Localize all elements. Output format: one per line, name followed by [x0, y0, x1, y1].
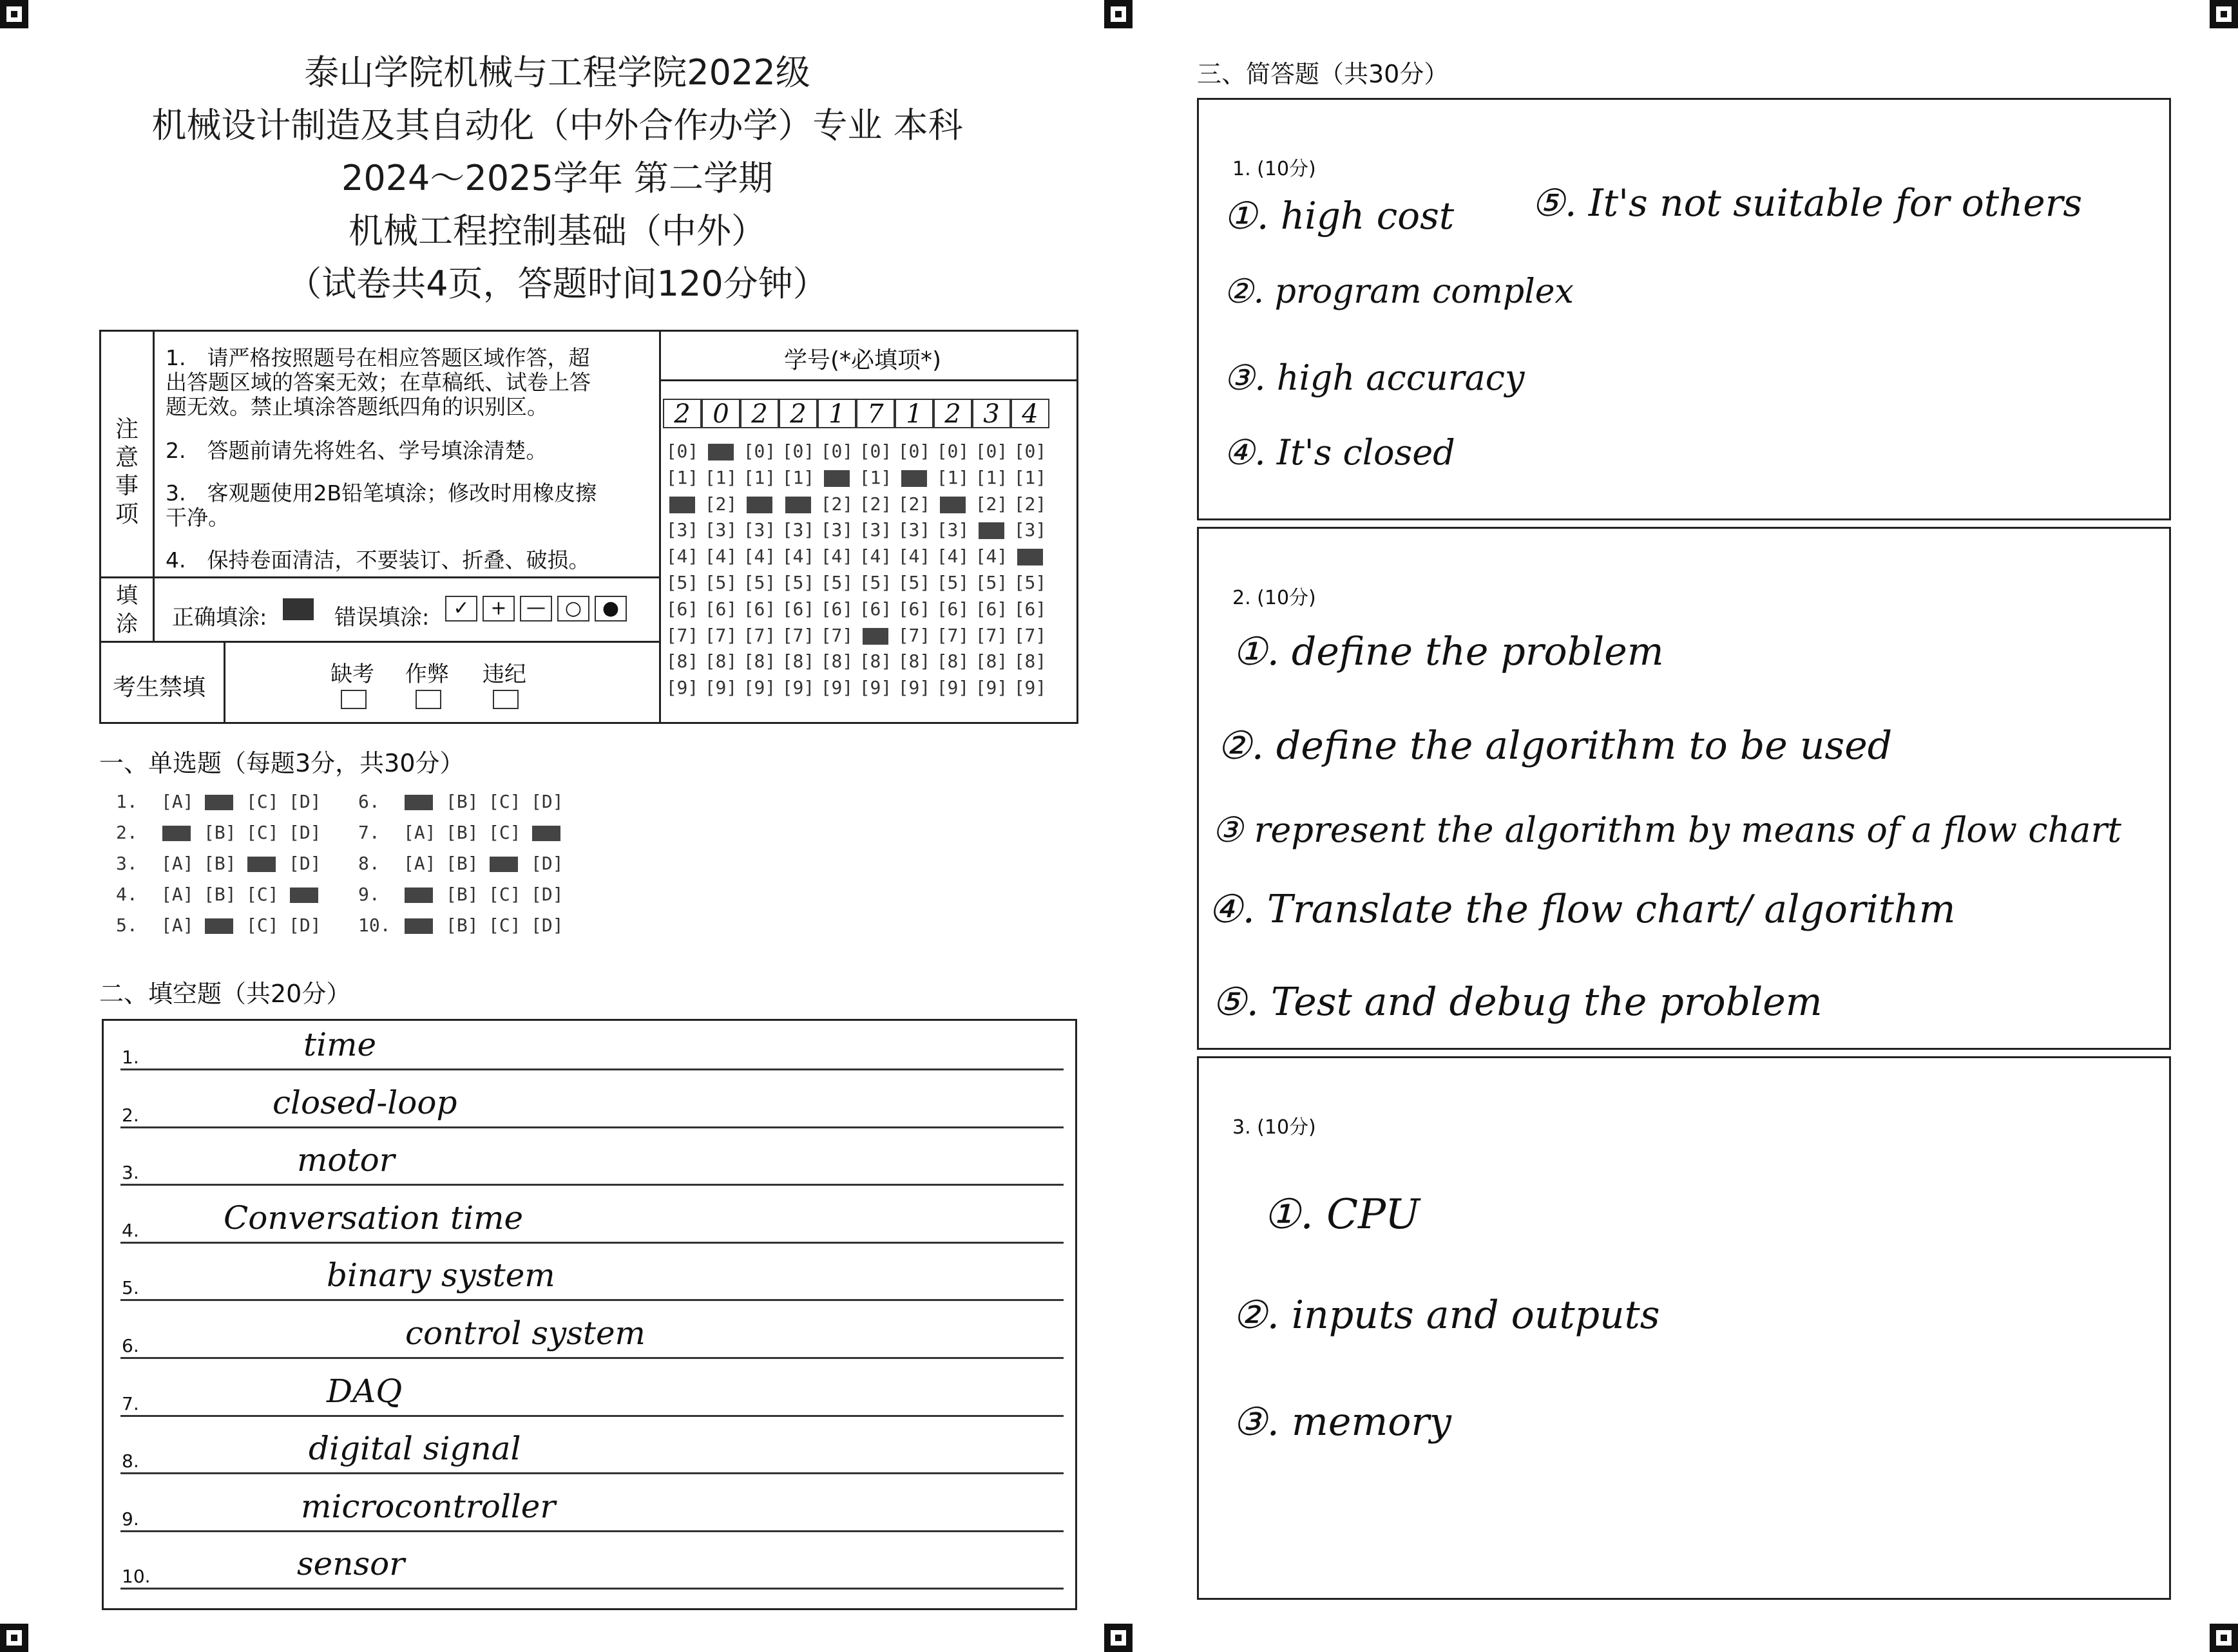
question-3-label: 3. (10分)	[1232, 1116, 1316, 1139]
student-id-bubble[interactable]: [5]	[781, 571, 815, 593]
q3-answer-3: ③. memory	[1232, 1400, 1451, 1445]
q2-answer-3: ③ represent the algorithm by means of a flow chart	[1212, 810, 2121, 850]
fill-answer-text: control system	[405, 1315, 646, 1352]
mc-option-bubble[interactable]: [C]	[246, 791, 279, 812]
student-id-digit: 0	[702, 399, 740, 428]
mc-option-bubble[interactable]	[403, 791, 434, 812]
student-id-bubble[interactable]: [9]	[975, 677, 1008, 699]
student-id-bubble[interactable]: [2]	[704, 493, 738, 515]
student-id-bubble[interactable]: [9]	[859, 677, 892, 699]
student-id-bubble[interactable]: [3]	[859, 519, 892, 541]
mc-option-bubble[interactable]: [D]	[531, 791, 564, 812]
mc-question-row	[116, 822, 320, 843]
mc-question-number: 7.	[358, 822, 380, 843]
student-id-digit: 7	[856, 399, 895, 428]
student-id-bubble[interactable]: [1]	[1013, 466, 1047, 488]
student-id-bubble[interactable]	[779, 491, 818, 518]
fill-answer-line	[120, 1068, 1064, 1070]
student-id-bubble[interactable]: [8]	[743, 650, 776, 672]
fill-answer-line	[120, 1472, 1064, 1474]
student-id-bubble-column	[740, 439, 779, 701]
student-id-bubble[interactable]: [5]	[665, 571, 699, 593]
student-id-bubble[interactable]: [8]	[781, 650, 815, 672]
wrong-fill-dot-icon: ●	[595, 596, 627, 622]
fill-question-number: 6.	[122, 1335, 139, 1356]
student-id-bubble[interactable]: [8]	[820, 650, 854, 672]
course-title: 机械工程控制基础（中外）	[349, 211, 766, 251]
filled-mark	[708, 444, 734, 460]
filled-mark	[405, 888, 433, 903]
student-id-bubble[interactable]: [5]	[743, 571, 776, 593]
q3-answer-1: ①. CPU	[1263, 1191, 1420, 1239]
fill-answer-text: time	[303, 1026, 377, 1063]
student-id-bubble[interactable]: [0]	[1013, 441, 1047, 462]
mc-question-row	[358, 884, 562, 905]
student-id-digit: 3	[972, 399, 1011, 428]
registration-mark-bottom-left	[0, 1624, 28, 1652]
student-id-bubble[interactable]: [9]	[1013, 677, 1047, 699]
mc-option-bubble[interactable]: [D]	[531, 915, 564, 936]
student-id-bubble[interactable]	[856, 623, 895, 649]
student-id-bubble[interactable]: [1]	[665, 466, 699, 488]
student-id-bubble[interactable]: [0]	[665, 441, 699, 462]
mc-option-bubble[interactable]: [A]	[403, 853, 436, 874]
student-id-bubble[interactable]: [3]	[781, 519, 815, 541]
filled-mark	[863, 628, 888, 645]
question-1-label: 1. (10分)	[1232, 158, 1316, 180]
student-id-bubble[interactable]: [6]	[743, 598, 776, 620]
cheat-checkbox[interactable]	[416, 690, 441, 709]
student-id-bubble-column	[895, 439, 933, 701]
notice-label: 注意事项	[115, 416, 139, 527]
student-id-bubble[interactable]: [6]	[897, 598, 931, 620]
q2-answer-1: ①. define the problem	[1232, 629, 1664, 674]
student-id-bubble[interactable]: [9]	[936, 677, 970, 699]
filled-mark	[940, 497, 966, 513]
student-id-bubble[interactable]: [3]	[704, 519, 738, 541]
student-id-bubble-column	[779, 439, 818, 701]
student-id-bubble[interactable]: [5]	[975, 571, 1008, 593]
student-id-bubble[interactable]: [4]	[859, 546, 892, 567]
mc-question-row	[116, 791, 320, 812]
fill-answer-text: sensor	[297, 1545, 405, 1583]
student-id-bubble[interactable]: [7]	[975, 624, 1008, 646]
mc-section-title: 一、单选题（每题3分，共30分）	[99, 749, 464, 777]
mc-question-row	[358, 791, 562, 812]
student-id-bubble[interactable]: [7]	[781, 624, 815, 646]
mc-option-bubble[interactable]	[204, 915, 234, 936]
student-id-bubble[interactable]: [3]	[820, 519, 854, 541]
violation-checkbox[interactable]	[493, 690, 519, 709]
fill-answer-line	[120, 1357, 1064, 1359]
notice-item: 3. 客观题使用2B铅笔填涂；修改时用橡皮擦	[166, 480, 597, 506]
student-id-bubble-column	[972, 439, 1011, 701]
fill-question-number: 7.	[122, 1392, 139, 1414]
major-title: 机械设计制造及其自动化（中外合作办学）专业 本科	[151, 105, 963, 146]
mc-option-bubble[interactable]: [D]	[531, 853, 564, 874]
fill-answer-line	[120, 1242, 1064, 1244]
q2-answer-5: ⑤. Test and debug the problem	[1212, 980, 1822, 1025]
student-id-bubble[interactable]: [4]	[743, 546, 776, 567]
student-id-bubble[interactable]: [4]	[665, 546, 699, 567]
filled-mark	[901, 470, 927, 487]
fill-answer-line	[120, 1299, 1064, 1301]
fill-question-number: 9.	[122, 1508, 139, 1530]
short-section-title: 三、简答题（共30分）	[1197, 60, 1449, 88]
student-id-bubble[interactable]: [9]	[820, 677, 854, 699]
student-id-digit: 2	[933, 399, 972, 428]
student-id-bubble[interactable]: [8]	[665, 650, 699, 672]
student-id-digit: 1	[818, 399, 856, 428]
mc-question-number: 4.	[116, 884, 138, 905]
student-id-bubble[interactable]: [3]	[665, 519, 699, 541]
student-id-bubble[interactable]: [0]	[897, 441, 931, 462]
notice-table	[99, 330, 1078, 724]
student-id-bubble[interactable]: [0]	[859, 441, 892, 462]
student-id-bubble[interactable]: [6]	[975, 598, 1008, 620]
mc-option-bubble[interactable]: [A]	[161, 791, 194, 812]
notice-item: 4. 保持卷面清洁，不要装订、折叠、破损。	[166, 547, 590, 573]
fill-answer-text: motor	[297, 1141, 395, 1179]
mc-option-bubble[interactable]: [B]	[204, 884, 236, 905]
student-id-digit: 2	[663, 399, 702, 428]
student-id-bubble[interactable]: [3]	[743, 519, 776, 541]
student-id-bubble-column	[933, 439, 972, 701]
student-id-bubble[interactable]: [6]	[820, 598, 854, 620]
fill-answer-line	[120, 1126, 1064, 1128]
mc-question-number: 9.	[358, 884, 380, 905]
mc-option-bubble[interactable]: [C]	[488, 791, 521, 812]
registration-mark-top-center	[1104, 0, 1133, 28]
student-id-bubble[interactable]: [9]	[743, 677, 776, 699]
filled-mark	[824, 470, 850, 487]
student-id-bubble[interactable]: [2]	[859, 493, 892, 515]
mc-option-bubble[interactable]	[403, 915, 434, 936]
mc-question-number: 2.	[116, 822, 138, 843]
mc-option-bubble[interactable]	[246, 853, 277, 874]
absent-label: 缺考	[330, 661, 374, 687]
student-id-bubble[interactable]: [0]	[743, 441, 776, 462]
mc-question-number: 1.	[116, 791, 138, 812]
student-id-bubble[interactable]	[1011, 544, 1049, 570]
mc-question-row	[358, 853, 562, 874]
student-id-bubble[interactable]: [0]	[936, 441, 970, 462]
q3-answer-2: ②. inputs and outputs	[1232, 1293, 1660, 1338]
mc-question-row	[116, 853, 320, 874]
filled-mark	[162, 826, 191, 841]
mc-question-row	[116, 884, 320, 905]
mc-question-number: 10.	[358, 915, 391, 936]
student-id-bubble[interactable]: [9]	[704, 677, 738, 699]
q1-answer-1: ①. high cost	[1223, 194, 1455, 238]
fill-question-number: 5.	[122, 1277, 139, 1299]
mc-option-bubble[interactable]: [D]	[289, 915, 321, 936]
fill-answer-text: microcontroller	[301, 1487, 556, 1525]
student-id-bubble[interactable]: [6]	[1013, 598, 1047, 620]
filled-mark	[247, 857, 276, 872]
q1-answer-4: ④. It's closed	[1223, 432, 1455, 473]
fill-answer-text: binary system	[327, 1257, 555, 1295]
q2-answer-4: ④. Translate the flow chart/ algorithm	[1208, 887, 1956, 932]
wrong-fill-plus-icon: +	[483, 596, 515, 622]
mc-option-bubble[interactable]	[531, 822, 562, 843]
student-id-digit: 4	[1011, 399, 1049, 428]
mc-option-bubble[interactable]: [C]	[488, 822, 521, 843]
mc-option-bubble[interactable]	[204, 791, 234, 812]
q2-answer-2: ②. define the algorithm to be used	[1217, 723, 1893, 768]
student-id-bubble[interactable]: [4]	[781, 546, 815, 567]
mc-option-bubble[interactable]: [B]	[446, 853, 479, 874]
mc-option-bubble[interactable]: [A]	[403, 822, 436, 843]
mc-option-bubble[interactable]: [D]	[289, 853, 321, 874]
mc-option-bubble[interactable]: [B]	[446, 822, 479, 843]
student-id-digits	[663, 399, 1049, 428]
student-id-bubble[interactable]: [9]	[781, 677, 815, 699]
filled-mark	[669, 497, 695, 513]
student-id-bubble[interactable]: [3]	[936, 519, 970, 541]
student-id-digit: 1	[895, 399, 933, 428]
filled-mark	[785, 497, 811, 513]
wrong-fill-circle-icon: ○	[557, 596, 589, 622]
student-id-bubble-column	[856, 439, 895, 701]
fill-answer-text: DAQ	[327, 1372, 403, 1410]
student-id-bubble[interactable]: [7]	[1013, 624, 1047, 646]
wrong-fill-check-icon: ✓	[445, 596, 477, 622]
filled-mark	[205, 795, 233, 810]
student-id-bubble[interactable]: [0]	[781, 441, 815, 462]
fill-question-number: 4.	[122, 1219, 139, 1241]
short-answer-box-3	[1197, 1056, 2171, 1600]
wrong-fill-text: 错误填涂:	[334, 605, 430, 631]
mc-option-bubble[interactable]: [C]	[246, 822, 279, 843]
mc-option-bubble[interactable]	[403, 884, 434, 905]
registration-mark-top-right	[2210, 0, 2238, 28]
examinee-label: 考生禁填	[113, 674, 206, 701]
mc-question-number: 6.	[358, 791, 380, 812]
fill-answer-line	[120, 1415, 1064, 1417]
filled-mark	[290, 888, 318, 903]
notice-item: 出答题区域的答案无效；在草稿纸、试卷上答	[166, 370, 591, 395]
fill-answer-text: Conversation time	[224, 1199, 524, 1237]
student-id-bubble[interactable]: [5]	[1013, 571, 1047, 593]
student-id-bubble[interactable]: [8]	[704, 650, 738, 672]
student-id-bubble-column	[1011, 439, 1049, 701]
student-id-bubble[interactable]: [5]	[936, 571, 970, 593]
student-id-bubble[interactable]: [0]	[820, 441, 854, 462]
notice-item: 题无效。禁止填涂答题纸四角的识别区。	[166, 394, 548, 419]
student-id-bubble[interactable]: [2]	[1013, 493, 1047, 515]
student-id-bubble[interactable]	[740, 491, 779, 518]
student-id-bubble-column	[663, 439, 702, 701]
student-id-bubble[interactable]: [1]	[704, 466, 738, 488]
student-id-digit: 2	[779, 399, 818, 428]
fill-answer-line	[120, 1530, 1064, 1532]
student-id-bubble[interactable]: [7]	[820, 624, 854, 646]
student-id-bubble[interactable]: [1]	[859, 466, 892, 488]
student-id-bubble[interactable]	[818, 465, 856, 491]
student-id-bubble-column	[702, 439, 740, 701]
mc-question-number: 3.	[116, 853, 138, 874]
filled-mark	[405, 795, 433, 810]
short-answer-box-2	[1197, 527, 2171, 1050]
student-id-bubble[interactable]: [2]	[975, 493, 1008, 515]
filled-mark	[405, 918, 433, 934]
registration-mark-top-left	[0, 0, 28, 28]
mc-option-bubble[interactable]: [B]	[446, 791, 479, 812]
student-id-bubble[interactable]: [6]	[665, 598, 699, 620]
filled-mark	[979, 522, 1004, 539]
student-id-bubble[interactable]: [2]	[897, 493, 931, 515]
student-id-bubble[interactable]: [9]	[897, 677, 931, 699]
student-id-bubble[interactable]: [6]	[936, 598, 970, 620]
filled-mark	[747, 497, 772, 513]
mc-option-bubble[interactable]	[289, 884, 320, 905]
fill-question-number: 3.	[122, 1162, 139, 1184]
mc-option-bubble[interactable]: [D]	[289, 791, 321, 812]
mc-option-bubble[interactable]	[488, 853, 519, 874]
student-id-bubble[interactable]: [8]	[1013, 650, 1047, 672]
registration-mark-bottom-right	[2210, 1624, 2238, 1652]
fill-answer-text: digital signal	[309, 1430, 521, 1468]
student-id-bubble[interactable]: [3]	[897, 519, 931, 541]
student-id-digit: 2	[740, 399, 779, 428]
student-id-bubble[interactable]	[972, 517, 1011, 544]
mc-question-row	[116, 915, 320, 936]
mc-option-bubble[interactable]	[161, 822, 192, 843]
student-id-bubble[interactable]: [9]	[665, 677, 699, 699]
mc-option-bubble[interactable]: [A]	[161, 853, 194, 874]
correct-fill-example	[283, 598, 314, 620]
filled-mark	[490, 857, 518, 872]
student-id-bubble[interactable]: [5]	[704, 571, 738, 593]
notice-item: 干净。	[166, 505, 229, 530]
student-id-bubble[interactable]	[895, 465, 933, 491]
fill-example-label: 填涂	[116, 583, 138, 637]
student-id-bubble[interactable]: [7]	[743, 624, 776, 646]
correct-fill-text: 正确填涂:	[172, 605, 267, 631]
student-id-bubble[interactable]: [6]	[859, 598, 892, 620]
fill-question-number: 8.	[122, 1450, 139, 1472]
student-id-bubble-column	[818, 439, 856, 701]
student-id-bubble[interactable]: [1]	[936, 466, 970, 488]
student-id-bubble[interactable]: [6]	[704, 598, 738, 620]
mc-option-bubble[interactable]: [B]	[446, 915, 479, 936]
mc-option-bubble[interactable]: [C]	[488, 915, 521, 936]
fill-question-number: 1.	[122, 1047, 139, 1068]
student-id-bubble[interactable]: [5]	[820, 571, 854, 593]
short-answer-box-1	[1197, 98, 2171, 520]
fill-answer-text: closed-loop	[273, 1083, 457, 1121]
fill-answer-box	[102, 1019, 1077, 1610]
student-id-bubble[interactable]: [7]	[704, 624, 738, 646]
mc-option-bubble[interactable]: [B]	[204, 822, 236, 843]
mc-question-number: 5.	[116, 915, 138, 936]
notice-item: 1. 请严格按照题号在相应答题区域作答，超	[166, 345, 590, 370]
student-id-bubble[interactable]: [2]	[820, 493, 854, 515]
student-id-bubble[interactable]: [8]	[936, 650, 970, 672]
fill-question-number: 2.	[122, 1104, 139, 1126]
exam-info: （试卷共4页，答题时间120分钟）	[287, 263, 828, 304]
q1-answer-3: ③. high accuracy	[1223, 357, 1525, 398]
mc-option-bubble[interactable]: [B]	[446, 884, 479, 905]
student-id-bubble[interactable]: [6]	[781, 598, 815, 620]
mc-question-row	[358, 822, 562, 843]
student-id-bubble[interactable]: [4]	[704, 546, 738, 567]
cheat-label: 作弊	[405, 661, 449, 687]
question-2-label: 2. (10分)	[1232, 587, 1316, 609]
fill-answer-line	[120, 1588, 1064, 1590]
wrong-fill-line-icon: —	[520, 596, 552, 622]
q1-answer-2: ②. program complex	[1223, 272, 1574, 311]
filled-mark	[205, 918, 233, 934]
student-id-bubble[interactable]	[702, 439, 740, 465]
q1-answer-5: ⑤. It's not suitable for others	[1531, 181, 2083, 225]
fill-section-title: 二、填空题（共20分）	[99, 980, 351, 1008]
student-id-bubble[interactable]: [0]	[975, 441, 1008, 462]
mc-option-bubble[interactable]: [C]	[246, 915, 279, 936]
semester-title: 2024～2025学年 第二学期	[341, 158, 774, 198]
mc-option-bubble[interactable]: [A]	[161, 884, 194, 905]
mc-option-bubble[interactable]: [D]	[289, 822, 321, 843]
fill-question-number: 10.	[122, 1566, 151, 1588]
student-id-bubble[interactable]	[663, 491, 702, 518]
student-id-bubble[interactable]: [1]	[781, 466, 815, 488]
student-id-bubble[interactable]: [4]	[897, 546, 931, 567]
student-id-bubble[interactable]: [7]	[897, 624, 931, 646]
student-id-bubble[interactable]: [8]	[897, 650, 931, 672]
student-id-bubble[interactable]: [8]	[859, 650, 892, 672]
mc-option-bubble[interactable]: [C]	[488, 884, 521, 905]
student-id-bubble[interactable]: [4]	[936, 546, 970, 567]
violation-label: 违纪	[483, 661, 526, 687]
student-id-title: 学号(*必填项*)	[784, 347, 942, 374]
mc-option-bubble[interactable]: [C]	[246, 884, 279, 905]
mc-option-bubble[interactable]: [A]	[161, 915, 194, 936]
student-id-bubble[interactable]: [8]	[975, 650, 1008, 672]
filled-mark	[532, 826, 560, 841]
notice-item: 2. 答题前请先将姓名、学号填涂清楚。	[166, 438, 548, 463]
student-id-bubble[interactable]: [3]	[1013, 519, 1047, 541]
wrong-fill-examples	[445, 596, 627, 622]
student-id-bubble[interactable]	[933, 491, 972, 518]
student-id-bubble[interactable]: [5]	[897, 571, 931, 593]
mc-option-bubble[interactable]: [B]	[204, 853, 236, 874]
student-id-bubble[interactable]: [7]	[665, 624, 699, 646]
student-id-bubble[interactable]: [5]	[859, 571, 892, 593]
student-id-bubble[interactable]: [4]	[820, 546, 854, 567]
registration-mark-bottom-center	[1104, 1624, 1133, 1652]
mc-question-number: 8.	[358, 853, 380, 874]
student-id-bubble[interactable]: [1]	[975, 466, 1008, 488]
absent-checkbox[interactable]	[341, 690, 367, 709]
student-id-bubble[interactable]: [7]	[936, 624, 970, 646]
student-id-bubble[interactable]: [1]	[743, 466, 776, 488]
mc-option-bubble[interactable]: [D]	[531, 884, 564, 905]
fill-answer-line	[120, 1184, 1064, 1186]
mc-question-row	[358, 915, 562, 936]
filled-mark	[1017, 549, 1043, 565]
college-title: 泰山学院机械与工程学院2022级	[304, 52, 810, 93]
student-id-bubble[interactable]: [4]	[975, 546, 1008, 567]
